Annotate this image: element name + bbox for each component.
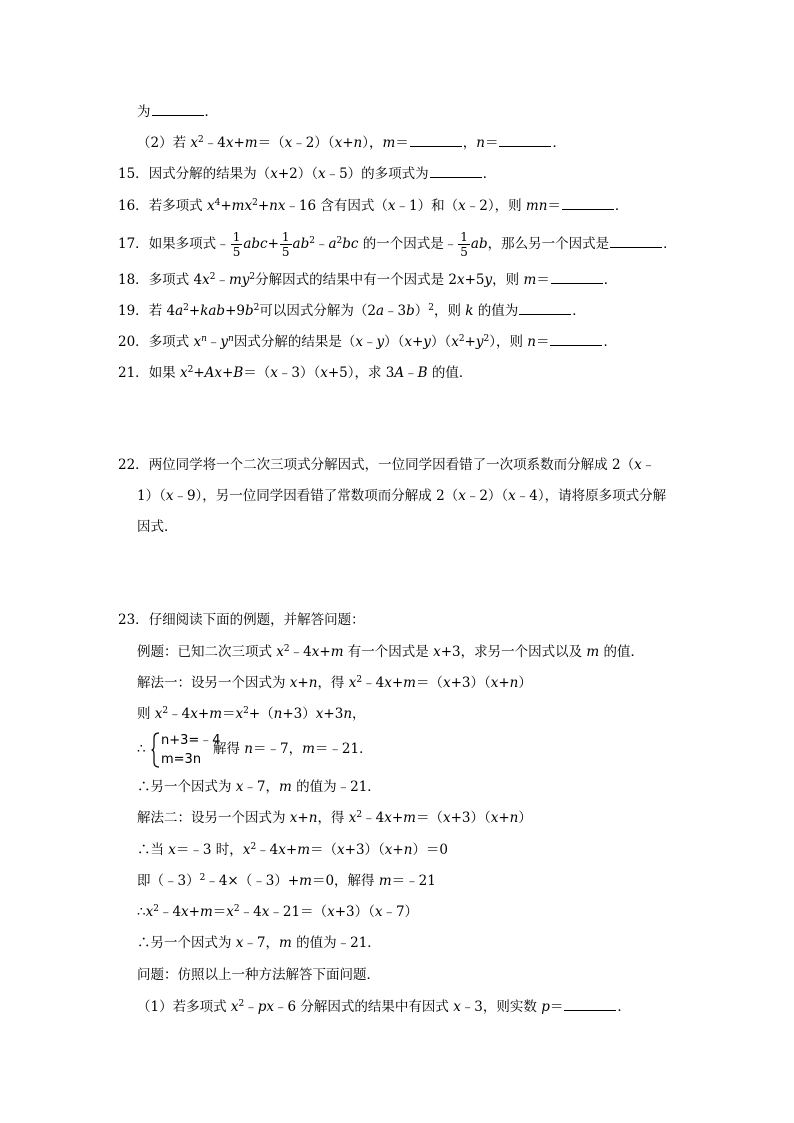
solution1-line2: 则 $x^2﹣4x+m=x^2+(n+3)x+3n$， [137,706,366,722]
solution1-line1: 解法一：设另一个因式为 x+n，得 $x^2﹣4x+m=(x+3)(x+n)$ [137,675,532,691]
question-18: 18．多项式 $4x^2﹣my^2$分解因式的结果中有一个因式是 2x+5y，则 m＝ ． [118,272,618,288]
question-22-line2: 1）（x﹣9），另一位同学因看错了常数项而分解成 2（x﹣2）（x﹣4），请将原多项式分解 [137,488,667,504]
answer-blank[interactable] [562,197,614,210]
question-23-title: 23．仔细阅读下面的例题，并解答问题： [118,612,365,628]
question-21: 21．如果 $x^2+Ax+B=(x﹣3)(x+5)$，求 3A﹣B 的值． [118,365,473,381]
example-statement: 例题：已知二次三项式 $x^2﹣4x+m$ 有一个因式是 x+3，求另一个因式以及 m 的值． [137,644,645,660]
problem-instruction: 问题：仿照以上一种方法解答下面问题． [137,967,380,983]
q14-tail: 为 ． [137,104,218,120]
answer-blank[interactable] [430,165,482,178]
brace-icon [151,732,161,768]
question-22-line3: 因式． [137,519,178,535]
solution2-conclusion: ∴另一个因式为 x﹣7，m 的值为﹣21． [137,935,381,951]
problem-part1: （1）若多项式 $x^2﹣px﹣6$ 分解因式的结果中有因式 x﹣3，则实数 p＝ ． [137,999,631,1015]
answer-blank[interactable] [550,333,602,346]
solution2-line3: 即（﹣3）$^2$﹣4×（﹣3）+m＝0，解得 m＝﹣21 [137,873,436,889]
answer-blank[interactable] [152,103,204,116]
answer-blank[interactable] [551,271,603,284]
question-15: 15．因式分解的结果为（x+2）（x﹣5）的多项式为 ． [118,166,497,182]
solution2-line2: ∴当 x＝﹣3 时，$x^2﹣4x+m=(x+3)(x+n)=0$ [137,842,449,858]
q14-part2: （2）若 $x^2﹣4x+m=(x﹣2)(x+n)$，m＝ ，n＝ ． [137,135,566,151]
therefore-symbol: ∴ [137,741,146,757]
question-19: 19．若 $4a^2+kab+9b^2$可以因式分解为（2a﹣3b）$^2$，则 k 的值为 ． [118,303,586,319]
equation-1: n+3=﹣4 [161,733,221,748]
equation-2: m=3n [161,752,202,767]
fraction: $\frac{1}{5}$ [281,230,290,259]
question-22-line1: 22．两位同学将一个二次三项式分解因式，一位同学因看错了一次项系数而分解成 2（x﹣ [118,457,656,473]
solution1-result: 解得 n＝﹣7，m＝﹣21． [213,741,373,757]
fraction: $\frac{1}{5}$ [232,230,241,259]
solution2-line4: $\therefore x^2﹣4x+m=x^2﹣4x﹣21=(x+3)(x﹣7)$ [137,904,419,920]
answer-blank-n[interactable] [499,134,551,147]
answer-blank[interactable] [610,235,662,248]
question-17: 17．如果多项式﹣ $\frac{1}{5}$ abc+ $\frac{1}{5}$ $ab^2﹣a^2bc$ 的一个因式是﹣ $\frac{1}{5}$ ab，那么另一个因式是 ． [118,230,677,259]
solution1-conclusion: ∴另一个因式为 x﹣7，m 的值为﹣21． [137,779,381,795]
question-16: 16．若多项式 $x^4+mx^2+nx﹣16$ 含有因式（x﹣1）和（x﹣2），则 mn＝ ． [118,198,629,214]
question-20: 20．多项式 $x^n﹣y^n$因式分解的结果是$(x﹣y)(x+y)(x^2+y^2)$，则 n＝ ． [118,334,617,350]
answer-blank[interactable] [519,302,571,315]
fraction: $\frac{1}{5}$ [460,230,468,259]
answer-blank-m[interactable] [410,134,462,147]
solution2-line1: 解法二：设另一个因式为 x+n，得 $x^2﹣4x+m=(x+3)(x+n)$ [137,810,532,826]
answer-blank[interactable] [564,998,616,1011]
